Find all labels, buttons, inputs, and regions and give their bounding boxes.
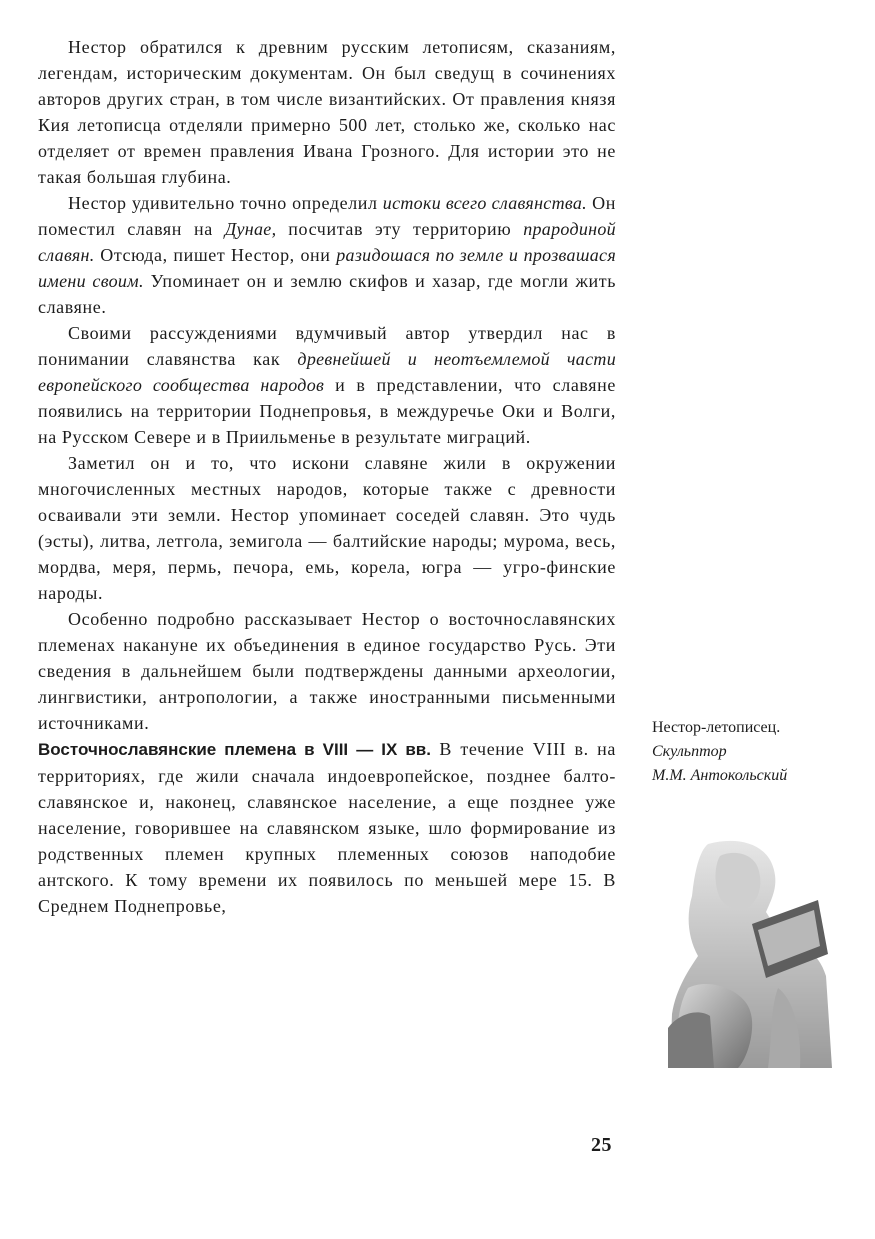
text-run: Особенно подробно рассказывает Нестор о восточнославянских племенах накануне их объединения в единое государство Русь. Эти сведения в дальнейшем были подтверждены данными археологии, лингвистики, антропологии, а также иностранными письменными источниками. bbox=[38, 609, 616, 733]
sculpture-head bbox=[716, 853, 761, 910]
figure-caption bbox=[652, 716, 852, 788]
text-run: и в представлении, что славяне появились на территории Поднепровья, в междуречье Оки и Волги, на Русском Севере и в Приильменье в результате миграций. bbox=[38, 375, 616, 447]
text-run: Нестор обратился к древним русским летописям, сказаниям, легендам, историческим документам. Он был сведущ в сочинениях авторов других стран, в том числе византийских. От правления князя Кия летописца отделяли примерно 500 лет, столько же, сколько нас отделяет от времен правления Ивана Грозного. Для истории это не такая большая глубина. bbox=[38, 37, 616, 187]
text-run: Нестор удивительно точно определил bbox=[68, 193, 383, 213]
text-run: Своими рассуждениями вдумчивый автор утвердил нас в понимании славянства как bbox=[38, 323, 616, 369]
body-paragraph bbox=[38, 450, 616, 606]
body-paragraph bbox=[38, 190, 616, 320]
sculpture-image bbox=[668, 838, 836, 1070]
text-run: посчитав эту территорию bbox=[276, 219, 524, 239]
italic-phrase: прародиной славян. bbox=[38, 219, 616, 265]
text-run: Заметил он и то, что искони славяне жили в окружении многочисленных местных народов, которые также с древности осваивали эти земли. Нестор упоминает соседей славян. Это чудь (эсты), литва, летгола, земигола — балтийские народы; мурома, весь, мордва, меря, пермь, печора, емь, корела, югра — угро-финские народы. bbox=[38, 453, 616, 603]
italic-phrase: древнейшей и неотъемлемой части европейского сообщества народов bbox=[38, 349, 616, 395]
section-heading: Восточнославянские племена в VIII — IX вв. bbox=[38, 740, 431, 759]
text-run: В течение VIII в. на территориях, где жили сначала индоевропейское, позднее балто-славянское и, наконец, славянское население, а еще позднее уже население, говорившее на славянском языке, шло формирование из родственных племен крупных племенных союзов наподобие антского. К тому времени их появилось по меньшей мере 15. В Среднем Поднепровье, bbox=[38, 739, 616, 916]
text-run: Отсюда, пишет Нестор, они bbox=[94, 245, 337, 265]
page-number: 25 bbox=[591, 1134, 612, 1156]
italic-phrase: истоки всего славянства. bbox=[382, 193, 587, 213]
body-paragraph bbox=[38, 320, 616, 450]
caption-author: М.М. Антокольский bbox=[652, 767, 788, 784]
body-paragraph bbox=[38, 736, 616, 919]
caption-role: Скульптор bbox=[652, 743, 727, 760]
sculpture-seat bbox=[668, 1012, 714, 1068]
text-run: Он поместил славян на bbox=[38, 193, 616, 239]
caption-title: Нестор-летописец. bbox=[652, 719, 781, 736]
italic-phrase: Дунае, bbox=[224, 219, 277, 239]
body-paragraph bbox=[38, 34, 616, 190]
italic-phrase: разидошася по земле и прозвашася имени своим. bbox=[38, 245, 616, 291]
main-text-column bbox=[38, 34, 616, 919]
text-run: Упоминает он и землю скифов и хазар, где могли жить славяне. bbox=[38, 271, 617, 317]
body-paragraph bbox=[38, 606, 616, 736]
